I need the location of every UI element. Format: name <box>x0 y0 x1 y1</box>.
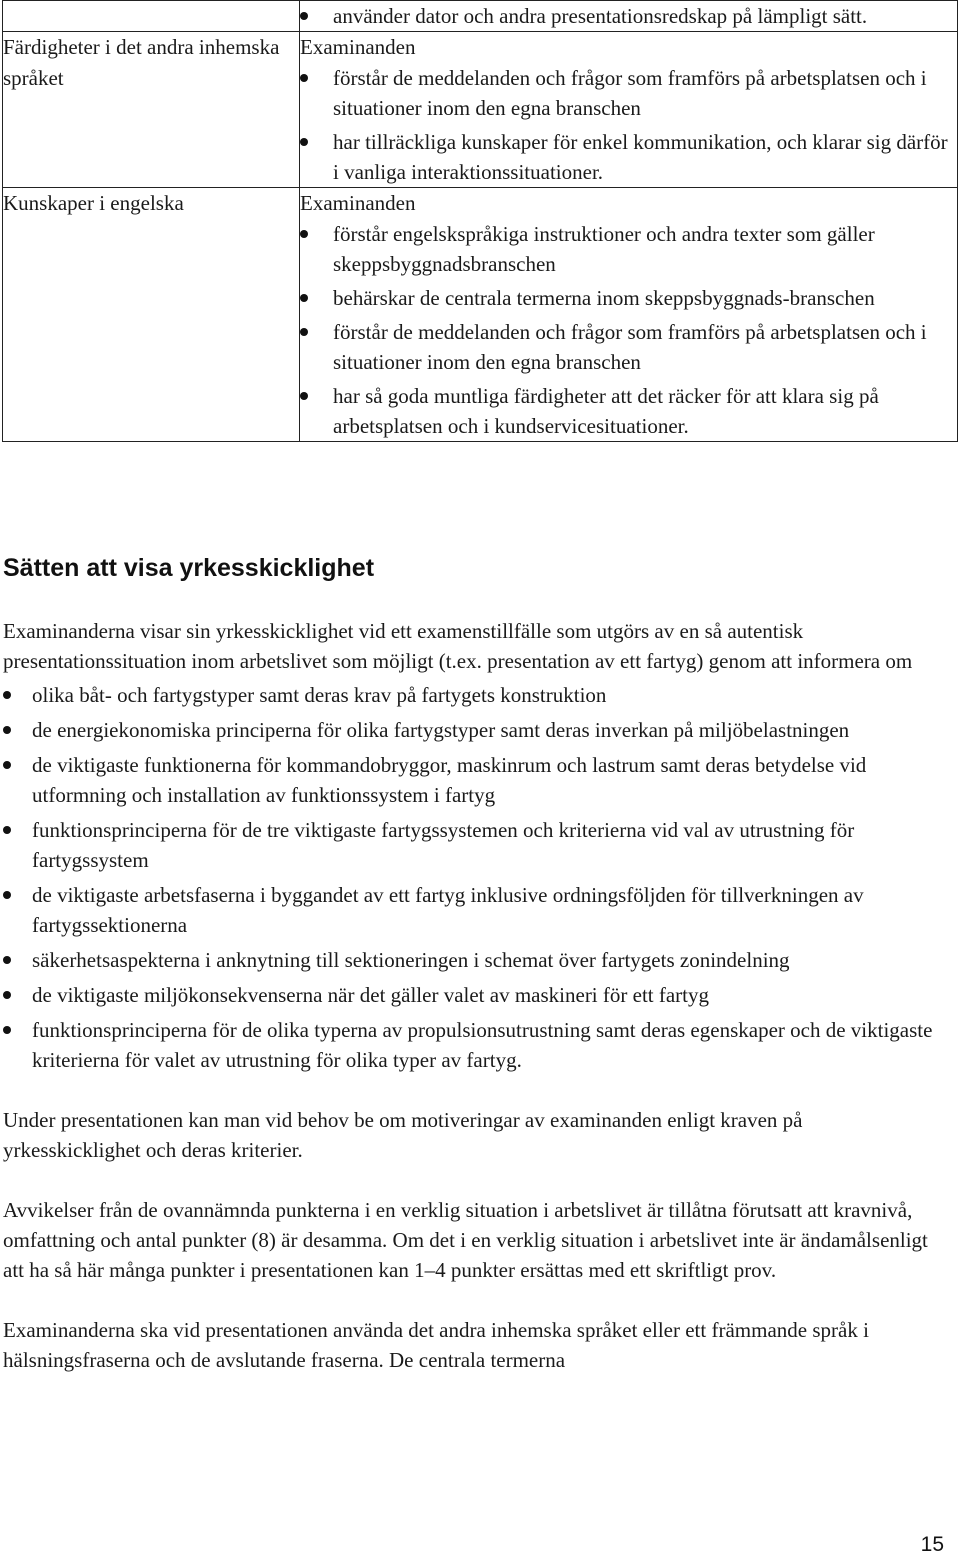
list-item: de viktigaste miljökonsekvenserna när det gäller valet av maskineri för ett fartyg <box>3 980 943 1010</box>
table-row <box>3 1 958 32</box>
list-item: olika båt- och fartygstyper samt deras krav på fartygets konstruktion <box>3 680 943 710</box>
paragraph: Avvikelser från de ovannämnda punkterna i en verklig situation i arbetslivet är tillåtna förutsatt att kravnivå, omfattning och antal punkter (8) är desamma. Om det i en verklig situation i arbetslivet inte är ändamålsenligt att ha så här många punkter i presentationen kan 1–4 punkter ersättas med ett skriftligt prov. <box>3 1198 928 1282</box>
bullet-list <box>300 1 957 31</box>
table-row <box>3 188 958 442</box>
row-content <box>300 32 958 188</box>
list-item: de viktigaste funktionerna för kommandobryggor, maskinrum och lastrum samt deras betydelse vid utformning och installation av funktionssystem i fartyg <box>3 750 943 810</box>
intro-paragraph: Examinanderna visar sin yrkesskicklighet vid ett examenstillfälle som utgörs av en så autentisk presentationssituation inom arbetslivet som möjligt (t.ex. presentation av ett fartyg) genom att informera om <box>3 619 913 673</box>
body-text <box>3 616 943 1375</box>
table-row <box>3 32 958 188</box>
row-label <box>3 1 300 32</box>
list-item: har tillräckliga kunskaper för enkel kommunikation, och klarar sig därför i vanliga interaktionssituationer. <box>300 127 957 187</box>
list-item: förstår engelskspråkiga instruktioner och andra texter som gäller skeppsbyggnadsbranschen <box>300 219 957 279</box>
bullet-list <box>300 219 957 441</box>
list-item: de energiekonomiska principerna för olika fartygstyper samt deras inverkan på miljöbelastningen <box>3 715 943 745</box>
competence-table <box>2 0 958 442</box>
section-title: Sätten att visa yrkesskicklighet <box>3 554 375 582</box>
row-label: Kunskaper i engelska <box>3 188 300 442</box>
row-heading: Examinanden <box>300 191 416 215</box>
list-item: använder dator och andra presentationsredskap på lämpligt sätt. <box>300 1 957 31</box>
page-number: 15 <box>920 1533 944 1556</box>
list-item: de viktigaste arbetsfaserna i byggandet av ett fartyg inklusive ordningsföljden för tillverkningen av fartygssektionerna <box>3 880 943 940</box>
paragraph: Examinanderna ska vid presentationen använda det andra inhemska språket eller ett främmande språk i hälsningsfraserna och de avslutande fraserna. De centrala termerna <box>3 1318 869 1372</box>
list-item: förstår de meddelanden och frågor som framförs på arbetsplatsen och i situationer inom den egna branschen <box>300 63 957 123</box>
row-content <box>300 188 958 442</box>
list-item: säkerhetsaspekterna i anknytning till sektioneringen i schemat över fartygets zonindelning <box>3 945 943 975</box>
list-item: förstår de meddelanden och frågor som framförs på arbetsplatsen och i situationer inom den egna branschen <box>300 317 957 377</box>
paragraph: Under presentationen kan man vid behov be om motiveringar av examinanden enligt kraven på yrkesskicklighet och deras kriterier. <box>3 1108 803 1162</box>
bullet-list <box>300 63 957 187</box>
row-content <box>300 1 958 32</box>
list-item: funktionsprinciperna för de olika typerna av propulsionsutrustning samt deras egenskaper och de viktigaste kriterierna för valet av utrustning för olika typer av fartyg. <box>3 1015 943 1075</box>
row-heading: Examinanden <box>300 35 416 59</box>
list-item: behärskar de centrala termerna inom skeppsbyggnads-branschen <box>300 283 957 313</box>
list-item: funktionsprinciperna för de tre viktigaste fartygssystemen och kriterierna vid val av utrustning för fartygssystem <box>3 815 943 875</box>
row-label: Färdigheter i det andra inhemska språket <box>3 32 300 188</box>
topic-list <box>3 680 943 1075</box>
list-item: har så goda muntliga färdigheter att det räcker för att klara sig på arbetsplatsen och i kundservicesituationer. <box>300 381 957 441</box>
